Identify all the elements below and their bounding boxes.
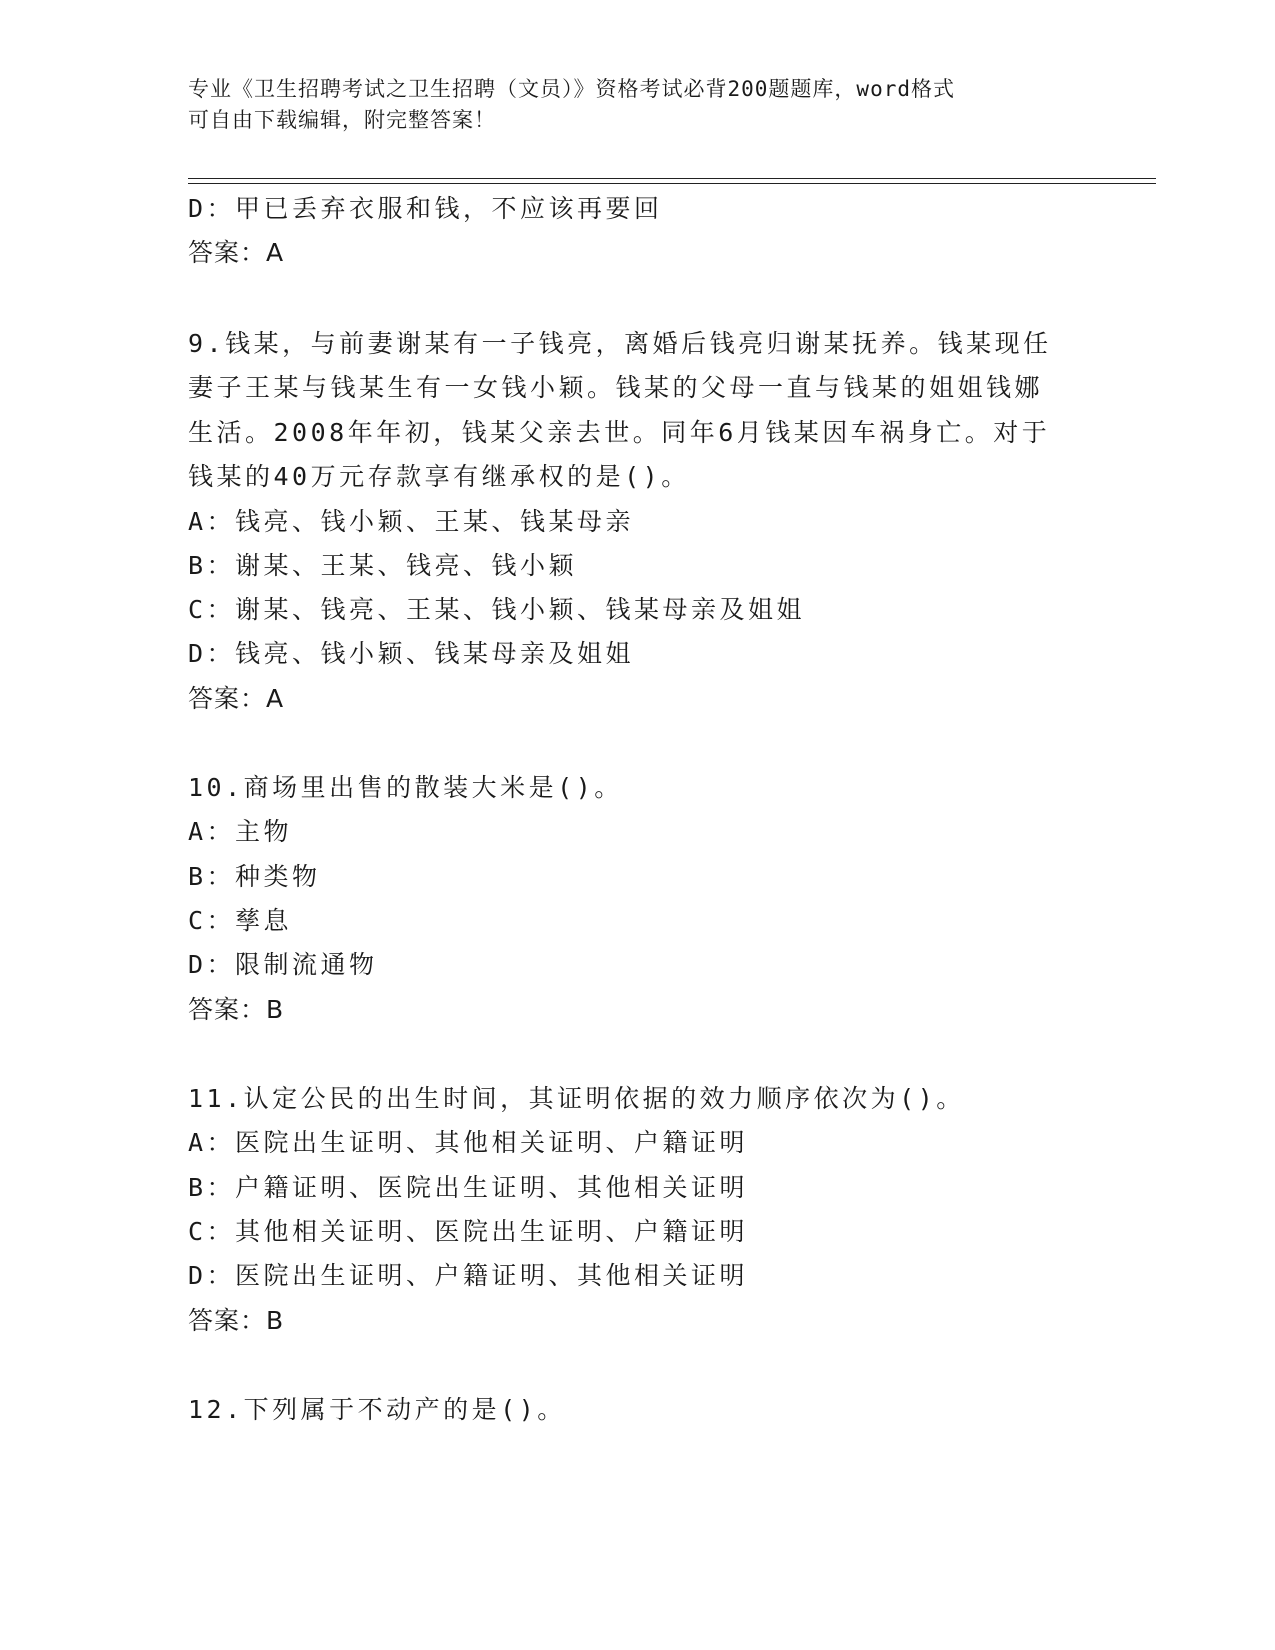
document-header	[188, 74, 1088, 136]
header-line-1: 专业《卫生招聘考试之卫生招聘（文员）》资格考试必背200题题库，word格式	[188, 77, 955, 101]
q9-option-b: B：谢某、王某、钱亮、钱小颖	[188, 551, 578, 580]
q11-option-d: D：医院出生证明、户籍证明、其他相关证明	[188, 1261, 749, 1290]
q11-option-c: C：其他相关证明、医院出生证明、户籍证明	[188, 1217, 749, 1246]
q11-option-a: A：医院出生证明、其他相关证明、户籍证明	[188, 1128, 749, 1157]
q9-option-d: D：钱亮、钱小颖、钱某母亲及姐姐	[188, 639, 635, 668]
q12-stem: 12.下列属于不动产的是()。	[188, 1395, 566, 1424]
q8-answer: 答案：A	[188, 238, 285, 267]
q9-stem-line-3: 生活。2008年年初，钱某父亲去世。同年6月钱某因车祸身亡。对于	[188, 418, 1051, 447]
header-divider-bottom	[188, 183, 1156, 184]
q9-option-a: A：钱亮、钱小颖、王某、钱某母亲	[188, 507, 635, 536]
q10-option-a: A：主物	[188, 817, 293, 846]
q11-option-b: B：户籍证明、医院出生证明、其他相关证明	[188, 1173, 749, 1202]
q9-stem-line-1: 9.钱某，与前妻谢某有一子钱亮，离婚后钱亮归谢某抚养。钱某现任	[188, 329, 1052, 358]
q10-stem: 10.商场里出售的散装大米是()。	[188, 773, 623, 802]
q10-option-c: C：孳息	[188, 906, 293, 935]
header-divider-top	[188, 178, 1156, 179]
q8-option-d: D：甲已丢弃衣服和钱，不应该再要回	[188, 194, 663, 223]
q11-answer: 答案：B	[188, 1306, 285, 1335]
q9-option-c: C：谢某、钱亮、王某、钱小颖、钱某母亲及姐姐	[188, 595, 806, 624]
q11-stem: 11.认定公民的出生时间，其证明依据的效力顺序依次为()。	[188, 1084, 965, 1113]
q10-option-b: B：种类物	[188, 862, 321, 891]
q9-stem-line-4: 钱某的40万元存款享有继承权的是()。	[188, 462, 690, 491]
q9-stem-line-2: 妻子王某与钱某生有一女钱小颖。钱某的父母一直与钱某的姐姐钱娜	[188, 373, 1044, 402]
q10-option-d: D：限制流通物	[188, 950, 378, 979]
header-line-2: 可自由下载编辑，附完整答案！	[188, 108, 496, 132]
q9-answer: 答案：A	[188, 684, 285, 713]
q10-answer: 答案：B	[188, 995, 285, 1024]
